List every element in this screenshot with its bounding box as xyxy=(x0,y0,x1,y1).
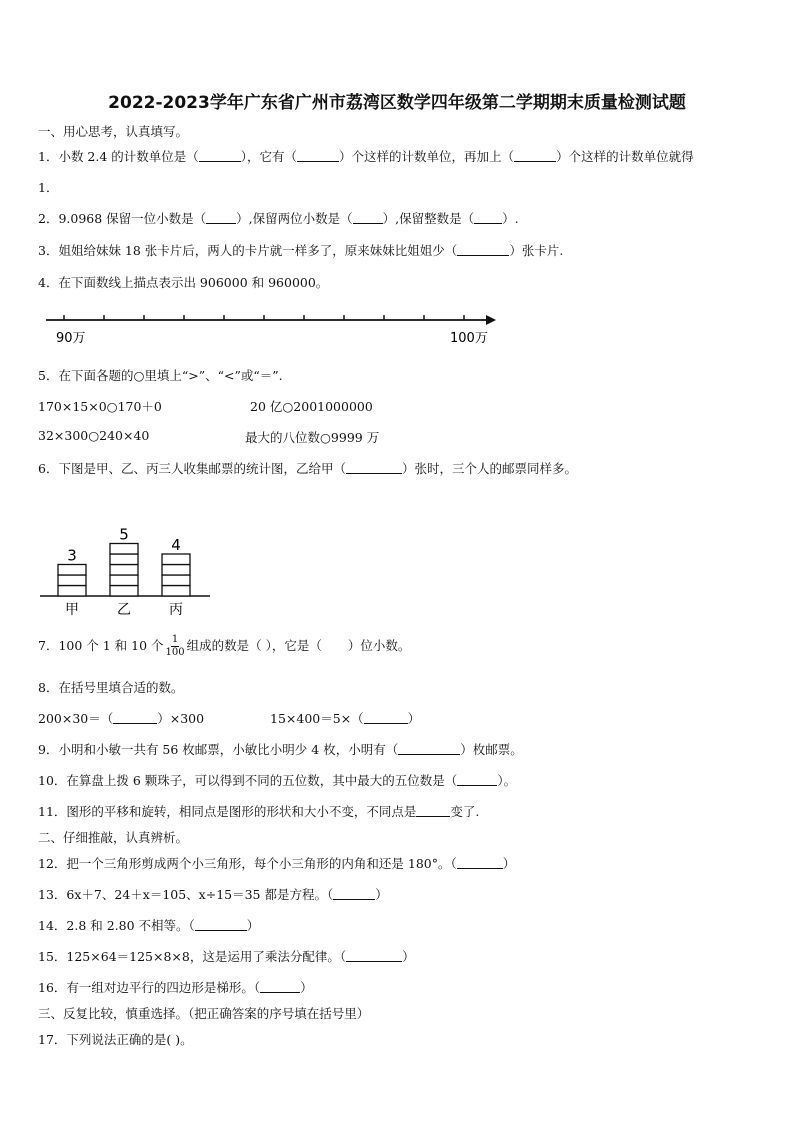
stamp-bar-chart xyxy=(40,486,220,620)
bar-block-乙 xyxy=(110,554,138,565)
number-line-arrow xyxy=(486,315,496,325)
answer-blank[interactable] xyxy=(364,711,408,724)
section-1-heading: 一、用心思考，认真填写。 xyxy=(38,124,189,139)
bar-value-label: 5 xyxy=(119,525,129,544)
question-17: 17．下列说法正确的是( )。 xyxy=(38,1032,193,1047)
bar-value-label: 4 xyxy=(171,536,181,554)
bar-block-乙 xyxy=(110,544,138,555)
question-11: 11．图形的平移和旋转，相同点是图形的形状和大小不变，不同点是 变了. xyxy=(38,804,480,819)
bar-block-丙 xyxy=(162,554,190,565)
answer-blank[interactable] xyxy=(297,149,339,162)
question-1-continued: 1． xyxy=(38,180,59,195)
question-5: 5．在下面各题的○里填上“>”、“<”或“＝”. xyxy=(38,368,283,383)
question-10: 10．在算盘上拨 6 颗珠子，可以得到不同的五位数，其中最大的五位数是（ ）。 xyxy=(38,773,517,788)
answer-blank[interactable] xyxy=(346,461,402,474)
bar-block-乙 xyxy=(110,565,138,576)
question-14: 14．2.8 和 2.80 不相等。（ ） xyxy=(38,918,260,933)
bar-block-甲 xyxy=(58,565,86,576)
bar-block-丙 xyxy=(162,575,190,586)
category-label: 乙 xyxy=(117,602,131,618)
question-8: 8．在括号里填合适的数。 xyxy=(38,680,184,695)
comparison-4: 最大的八位数○9999 万 xyxy=(245,430,380,445)
number-line xyxy=(40,306,500,350)
number-line-right-label: 100万 xyxy=(450,331,488,346)
answer-blank[interactable] xyxy=(457,856,503,869)
answer-blank[interactable] xyxy=(199,149,241,162)
answer-blank[interactable] xyxy=(514,149,556,162)
answer-blank[interactable] xyxy=(333,887,375,900)
comparison-3: 32×300○240×40 xyxy=(38,428,150,443)
number-line-left-label: 90万 xyxy=(56,331,86,346)
answer-blank[interactable] xyxy=(398,742,460,755)
category-label: 丙 xyxy=(169,602,183,618)
bar-block-甲 xyxy=(58,586,86,597)
answer-blank[interactable] xyxy=(206,211,236,224)
answer-blank[interactable] xyxy=(457,243,509,256)
answer-blank[interactable] xyxy=(474,211,502,224)
question-13: 13．6x＋7、24＋x＝105、x÷15＝35 都是方程。（ ） xyxy=(38,887,388,902)
bar-value-label: 3 xyxy=(67,546,77,565)
question-7: 7．100 个 1 和 10 个 $\frac{1}{100}$ 组成的数是（ ），它是（ ）位小数。 xyxy=(38,634,411,658)
comparison-1: 170×15×0○170＋0 xyxy=(38,399,162,414)
answer-blank[interactable] xyxy=(416,804,450,817)
comparison-2: 20 亿○2001000000 xyxy=(250,399,373,414)
answer-blank[interactable] xyxy=(346,949,402,962)
answer-blank[interactable] xyxy=(113,711,157,724)
page-title: 2022-2023学年广东省广州市荔湾区数学四年级第二学期期末质量检测试题 xyxy=(108,93,686,113)
question-2: 2．9.0968 保留一位小数是（ ）,保留两位小数是（ ）,保留整数是（ ）. xyxy=(38,211,519,226)
question-1: 1．小数 2.4 的计数单位是（ ），它有（ ）个这样的计数单位，再加上（ ）个这样的计数单位就得 xyxy=(38,149,694,164)
category-label: 甲 xyxy=(65,602,79,618)
bar-block-甲 xyxy=(58,575,86,586)
question-15: 15．125×64＝125×8×8，这是运用了乘法分配律。（ ） xyxy=(38,949,415,964)
section-3-heading: 三、反复比较，慎重选择。（把正确答案的序号填在括号里） xyxy=(38,1006,370,1021)
question-3: 3．姐姐给妹妹 18 张卡片后，两人的卡片就一样多了，原来妹妹比姐姐少（ ）张卡片. xyxy=(38,243,564,258)
answer-blank[interactable] xyxy=(260,980,300,993)
question-12: 12．把一个三角形剪成两个小三角形，每个小三角形的内角和还是 180°。（ ） xyxy=(38,856,516,871)
question-9: 9．小明和小敏一共有 56 枚邮票，小敏比小明少 4 枚，小明有（ ）枚邮票。 xyxy=(38,742,523,757)
question-8-part-2: 15×400＝5×（ ） xyxy=(270,711,421,726)
fraction: $\frac{1}{100}$ xyxy=(165,634,185,658)
section-2-heading: 二、仔细推敲，认真辨析。 xyxy=(38,830,189,845)
bar-block-乙 xyxy=(110,575,138,586)
bar-block-乙 xyxy=(110,586,138,597)
question-4: 4．在下面数线上描点表示出 906000 和 960000。 xyxy=(38,275,329,290)
answer-blank[interactable] xyxy=(195,918,247,931)
bar-block-丙 xyxy=(162,586,190,597)
answer-blank[interactable] xyxy=(457,773,497,786)
question-6: 6．下图是甲、乙、丙三人收集邮票的统计图，乙给甲（ ）张时，三个人的邮票同样多。 xyxy=(38,461,577,476)
bar-block-丙 xyxy=(162,565,190,576)
question-8-part-1: 200×30＝（ ）×300 xyxy=(38,711,205,726)
answer-blank[interactable] xyxy=(353,211,383,224)
question-16: 16．有一组对边平行的四边形是梯形。（ ） xyxy=(38,980,313,995)
